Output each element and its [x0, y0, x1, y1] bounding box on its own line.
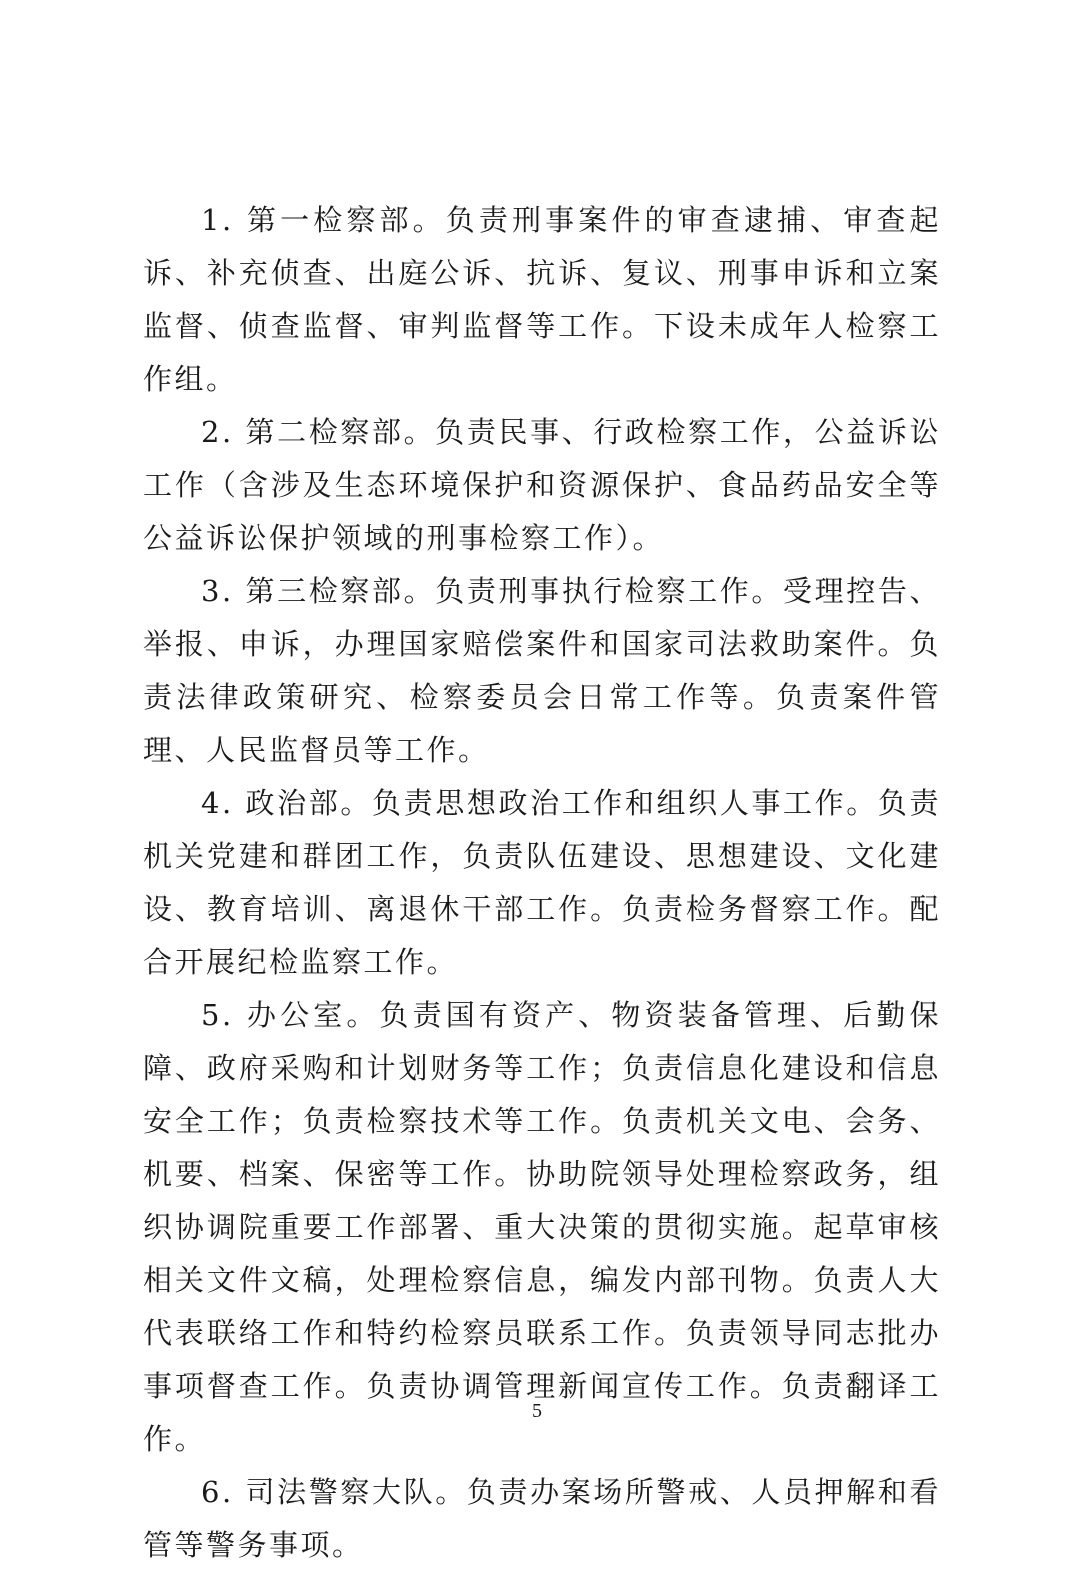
paragraph-judicial-police-brigade: 6. 司法警察大队。负责办案场所警戒、人员押解和看管等警务事项。: [143, 1475, 941, 1562]
paragraph-political-dept: 4. 政治部。负责思想政治工作和组织人事工作。负责机关党建和群团工作，负责队伍建设、思想建设、文化建设、教育培训、离退休干部工作。负责检务督察工作。配合开展纪检监察工作。: [143, 786, 941, 979]
paragraph-third-procuratorial-dept: 3. 第三检察部。负责刑事执行检察工作。受理控告、举报、申诉，办理国家赔偿案件和国家司法救助案件。负责法律政策研究、检察委员会日常工作等。负责案件管理、人民监督员等工作。: [143, 574, 941, 767]
document-body: [143, 194, 941, 1572]
paragraph-second-procuratorial-dept: 2. 第二检察部。负责民事、行政检察工作，公益诉讼工作（含涉及生态环境保护和资源保护、食品药品安全等公益诉讼保护领域的刑事检察工作）。: [143, 415, 941, 555]
page-number: 5: [532, 1400, 542, 1422]
paragraph-general-office: 5. 办公室。负责国有资产、物资装备管理、后勤保障、政府采购和计划财务等工作；负责信息化建设和信息安全工作；负责检察技术等工作。负责机关文电、会务、机要、档案、保密等工作。协助院领导处理检察政务，组织协调院重要工作部署、重大决策的贯彻实施。起草审核相关文件文稿，处理检察信息，编发内部刊物。负责人大代表联络工作和特约检察员联系工作。负责领导同志批办事项督查工作。负责协调管理新闻宣传工作。负责翻译工作。: [143, 998, 941, 1456]
paragraph-first-procuratorial-dept: 1. 第一检察部。负责刑事案件的审查逮捕、审查起诉、补充侦查、出庭公诉、抗诉、复议、刑事申诉和立案监督、侦查监督、审判监督等工作。下设未成年人检察工作组。: [143, 203, 941, 396]
